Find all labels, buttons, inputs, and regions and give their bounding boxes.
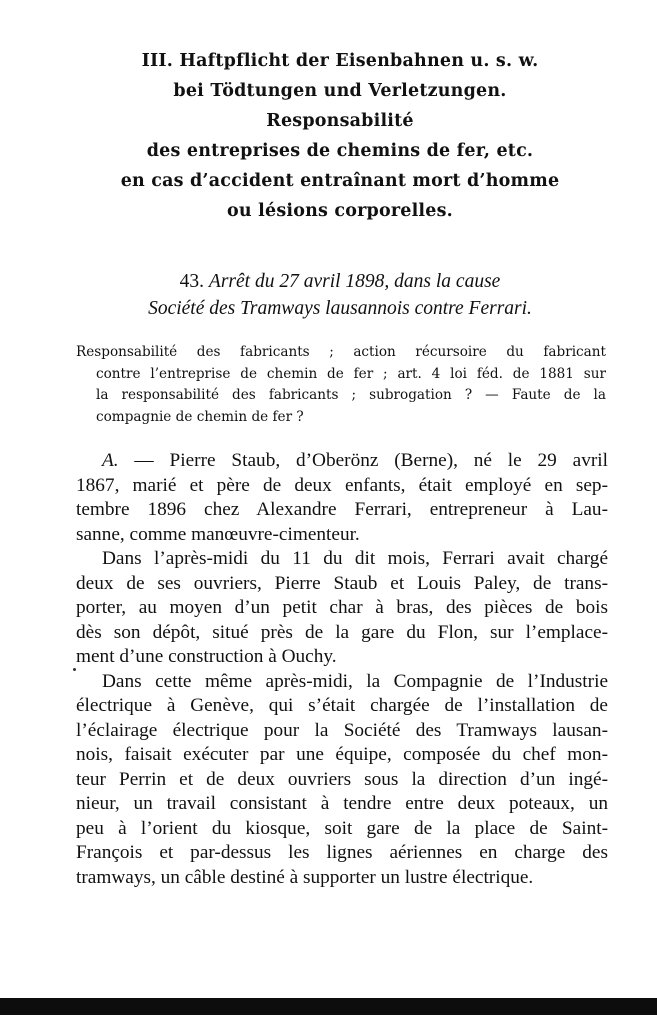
heading-line: ou lésions corporelles. [227,201,453,221]
paragraph-line: nieur, un travail consistant à tendre entre deux poteaux, un [76,793,608,814]
case-summary [76,342,606,428]
paragraph-line: Dans l’après-midi du 11 du dit mois, Ferrari avait chargé [102,548,608,569]
paragraph-line: tembre 1896 chez Alexandre Ferrari, entrepreneur à Lau- [76,499,608,520]
paragraph-line: sanne, comme manœuvre-cimenteur. [76,523,360,545]
heading-line: en cas d’accident entraînant mort d’homme [120,171,560,191]
heading-line: bei Tödtungen und Verletzungen. [173,81,507,101]
paragraph-line: dès son dépôt, situé près de la gare du Flon, sur l’emplace- [76,621,608,643]
paragraph-line: deux de ses ouvriers, Pierre Staub et Louis Paley, de trans- [76,572,608,594]
paragraph-line: François et par-dessus les lignes aériennes en charge des [76,842,608,863]
case-title-line-2: Société des Tramways lausannois contre Ferrari. [148,298,532,319]
page-bottom-rule [0,998,657,1015]
paragraph-line: porter, au moyen d’un petit char à bras, des pièces de bois [76,597,608,618]
summary-line: Responsabilité des fabricants ; action récursoire du fabricant [76,344,606,360]
section-heading [60,46,620,226]
summary-line: contre l’entreprise de chemin de fer ; art. 4 loi féd. de 1881 sur [96,365,606,382]
paragraph-line: ment d’une construction à Ouchy. [76,646,337,667]
paragraph-line: électrique à Genève, qui s’était chargée de l’installation de [76,695,608,716]
heading-line: des entreprises de chemins de fer, etc. [146,141,534,161]
case-number: 43. [179,271,205,292]
paragraph-line: peu à l’orient du kiosque, soit gare de la place de Saint- [76,817,608,839]
case-title-line-1: Arrêt du 27 avril 1898, dans la cause [208,271,501,292]
body-text [76,449,608,890]
heading-line: III. Haftpflicht der Eisenbahnen u. s. w. [141,51,539,71]
summary-line: la responsabilité des fabricants ; subrogation ? — Faute de la [96,387,606,403]
heading-line: Responsabilité [266,111,414,131]
case-title [60,268,620,322]
paragraph-marker: A. [102,450,119,471]
paragraph-line: A. — Pierre Staub, d’Oberönz (Berne), né le 29 avril [102,450,608,471]
paragraph-line: 1867, marié et père de deux enfants, était employé en sep- [76,474,608,496]
paragraph-line: l’éclairage électrique pour la Société des Tramways lausan- [76,719,608,741]
paragraph-line: tramways, un câble destiné à supporter un lustre électrique. [76,866,534,888]
paragraph-line: teur Perrin et de deux ouvriers sous la direction d’un ingé- [76,768,608,790]
summary-line: compagnie de chemin de fer ? [96,408,304,425]
paragraph-line: Dans cette même après-midi, la Compagnie de l’Industrie [102,670,608,692]
ink-speck [73,668,76,671]
paragraph-line: nois, faisait exécuter par une équipe, composée du chef mon- [76,744,608,765]
